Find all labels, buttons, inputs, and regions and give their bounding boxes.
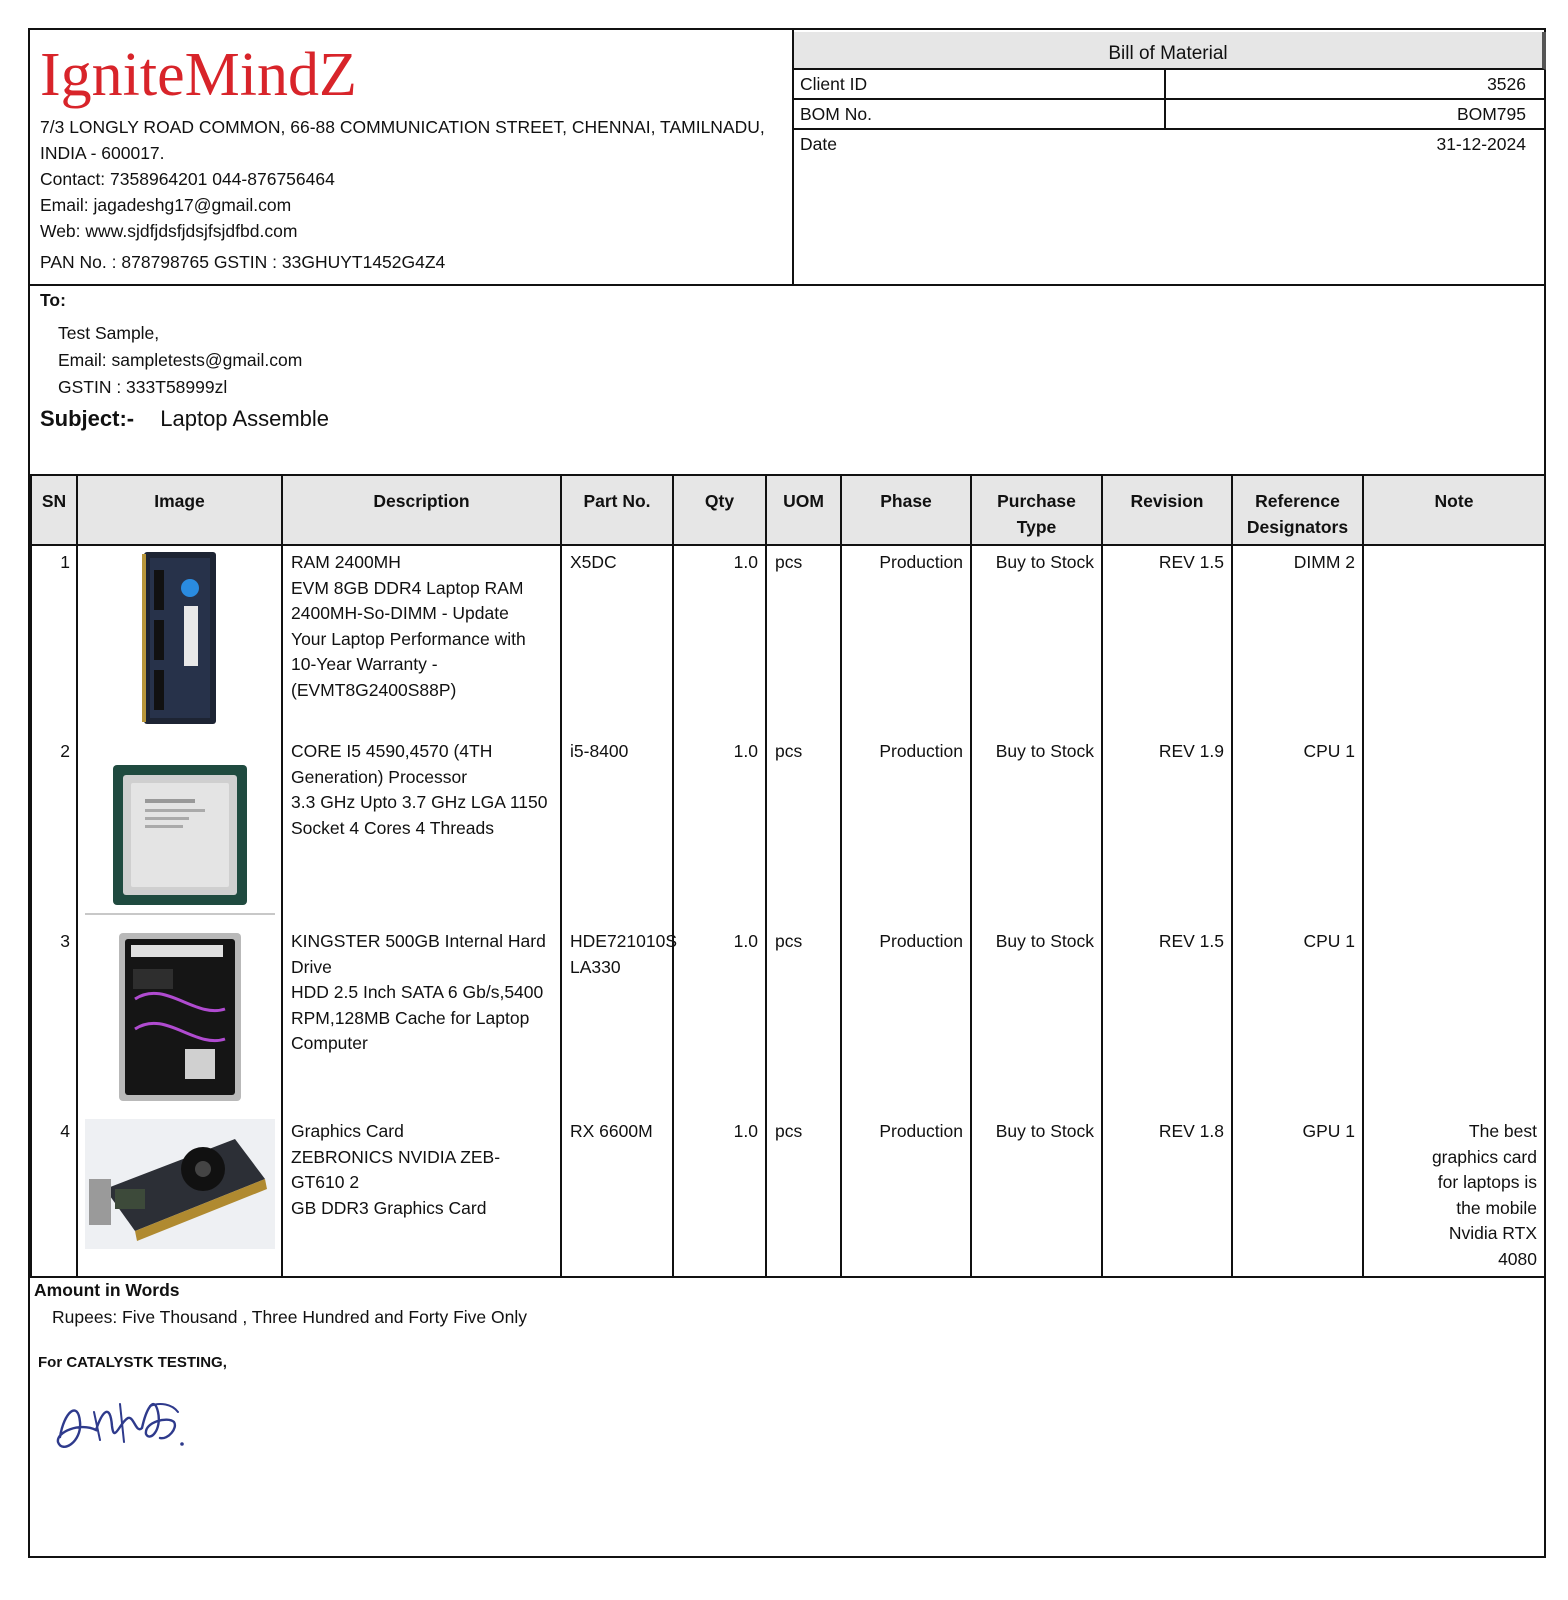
company-logo: IgniteMindZ bbox=[40, 41, 357, 109]
row-phase: Production bbox=[841, 925, 971, 1115]
recipient-block bbox=[58, 320, 302, 401]
address-line-1: 7/3 LONGLY ROAD COMMON, 66-88 COMMUNICATION STREET, CHENNAI, TAMILNADU, bbox=[40, 117, 765, 137]
row-qty: 1.0 bbox=[673, 735, 766, 925]
row-purchase-type: Buy to Stock bbox=[971, 1115, 1102, 1277]
company-contact: Contact: 7358964201 044-876756464 bbox=[40, 169, 335, 189]
table-row bbox=[31, 1115, 1545, 1277]
address-line-2: INDIA - 600017. bbox=[40, 143, 165, 163]
row-qty: 1.0 bbox=[673, 925, 766, 1115]
date-label: Date bbox=[800, 134, 837, 154]
amount-label: Amount in Words bbox=[34, 1280, 180, 1300]
row-note bbox=[1363, 735, 1545, 925]
recipient-gstin: GSTIN : 333T58999zl bbox=[58, 377, 228, 397]
row-sn: 3 bbox=[31, 925, 77, 1115]
row-part-no: i5-8400 bbox=[561, 735, 673, 925]
row-revision: REV 1.5 bbox=[1102, 545, 1232, 735]
row-image-cell bbox=[77, 545, 282, 735]
row-phase: Production bbox=[841, 1115, 971, 1277]
row-note: The best graphics card for laptops is the mobile Nvidia RTX 4080 bbox=[1363, 1115, 1545, 1277]
row-reference: CPU 1 bbox=[1232, 735, 1363, 925]
amount-value: Rupees: Five Thousand , Three Hundred and Forty Five Only bbox=[52, 1307, 528, 1327]
company-pan-gstin: PAN No. : 878798765 GSTIN : 33GHUYT1452G4Z4 bbox=[40, 252, 446, 272]
row-image-cell bbox=[77, 735, 282, 925]
graphics-card-image bbox=[85, 1119, 275, 1249]
header-phase: Phase bbox=[841, 475, 971, 545]
row-sn: 2 bbox=[31, 735, 77, 925]
cpu-processor-image bbox=[85, 739, 275, 919]
table-row bbox=[31, 545, 1545, 735]
document-header bbox=[30, 30, 1544, 286]
date-row bbox=[794, 128, 1544, 158]
ram-module-image bbox=[140, 550, 220, 726]
company-address bbox=[40, 114, 780, 244]
subject-label: Subject:- bbox=[40, 406, 135, 431]
table-header-row bbox=[31, 475, 1545, 545]
row-reference: GPU 1 bbox=[1232, 1115, 1363, 1277]
row-description: RAM 2400MH EVM 8GB DDR4 Laptop RAM 2400MH-So-DIMM - Update Your Laptop Performance with 10-Year Warranty - (EVMT8G2400S88P) bbox=[282, 545, 561, 735]
amount-in-words bbox=[34, 1280, 527, 1328]
row-phase: Production bbox=[841, 735, 971, 925]
header-qty: Qty bbox=[673, 475, 766, 545]
row-sn: 1 bbox=[31, 545, 77, 735]
header-reference-designators: Reference Designators bbox=[1232, 475, 1363, 545]
row-qty: 1.0 bbox=[673, 545, 766, 735]
bom-title: Bill of Material bbox=[794, 32, 1546, 70]
to-label: To: bbox=[40, 290, 66, 310]
row-qty: 1.0 bbox=[673, 1115, 766, 1277]
company-web: Web: www.sjdfjdsfjdsjfsjdfbd.com bbox=[40, 221, 298, 241]
bom-table bbox=[30, 474, 1546, 1278]
row-purchase-type: Buy to Stock bbox=[971, 545, 1102, 735]
row-description: Graphics Card ZEBRONICS NVIDIA ZEB-GT610 2 GB DDR3 Graphics Card bbox=[282, 1115, 561, 1277]
row-part-no: X5DC bbox=[561, 545, 673, 735]
row-sn: 4 bbox=[31, 1115, 77, 1277]
bom-document bbox=[28, 28, 1546, 1558]
row-part-no: RX 6600M bbox=[561, 1115, 673, 1277]
signatory-label: For CATALYSTK TESTING, bbox=[38, 1354, 227, 1371]
row-uom: pcs bbox=[766, 1115, 841, 1277]
row-purchase-type: Buy to Stock bbox=[971, 735, 1102, 925]
row-revision: REV 1.5 bbox=[1102, 925, 1232, 1115]
recipient-name: Test Sample, bbox=[58, 323, 160, 343]
client-id-label: Client ID bbox=[800, 74, 868, 94]
bom-no-row bbox=[794, 98, 1544, 130]
row-description: KINGSTER 500GB Internal Hard Drive HDD 2.5 Inch SATA 6 Gb/s,5400 RPM,128MB Cache for Laptop Computer bbox=[282, 925, 561, 1115]
bom-info-block bbox=[794, 30, 1544, 284]
subject-line bbox=[40, 406, 329, 432]
company-block bbox=[30, 30, 794, 284]
row-uom: pcs bbox=[766, 545, 841, 735]
row-phase: Production bbox=[841, 545, 971, 735]
row-reference: DIMM 2 bbox=[1232, 545, 1363, 735]
row-revision: REV 1.9 bbox=[1102, 735, 1232, 925]
row-uom: pcs bbox=[766, 925, 841, 1115]
table-row bbox=[31, 735, 1545, 925]
row-note bbox=[1363, 925, 1545, 1115]
bom-no-label: BOM No. bbox=[800, 104, 872, 124]
row-revision: REV 1.8 bbox=[1102, 1115, 1232, 1277]
header-purchase-type: Purchase Type bbox=[971, 475, 1102, 545]
client-id-value: 3526 bbox=[1487, 74, 1526, 94]
row-reference: CPU 1 bbox=[1232, 925, 1363, 1115]
table-row bbox=[31, 925, 1545, 1115]
row-image-cell bbox=[77, 1115, 282, 1277]
header-note: Note bbox=[1363, 475, 1545, 545]
recipient-email: Email: sampletests@gmail.com bbox=[58, 350, 303, 370]
header-uom: UOM bbox=[766, 475, 841, 545]
row-description: CORE I5 4590,4570 (4TH Generation) Processor 3.3 GHz Upto 3.7 GHz LGA 1150 Socket 4 Cores 4 Threads bbox=[282, 735, 561, 925]
row-image-cell bbox=[77, 925, 282, 1115]
row-part-no: HDE721010S LA330 bbox=[561, 925, 673, 1115]
row-uom: pcs bbox=[766, 735, 841, 925]
header-revision: Revision bbox=[1102, 475, 1232, 545]
row-purchase-type: Buy to Stock bbox=[971, 925, 1102, 1115]
header-sn: SN bbox=[31, 475, 77, 545]
handwritten-signature bbox=[50, 1382, 190, 1462]
client-id-row bbox=[794, 68, 1544, 100]
header-image: Image bbox=[77, 475, 282, 545]
subject-value: Laptop Assemble bbox=[160, 406, 330, 431]
bom-no-value: BOM795 bbox=[1456, 104, 1526, 124]
company-email: Email: jagadeshg17@gmail.com bbox=[40, 195, 292, 215]
header-part-no: Part No. bbox=[561, 475, 673, 545]
date-value: 31-12-2024 bbox=[1436, 134, 1526, 154]
header-description: Description bbox=[282, 475, 561, 545]
hard-drive-image bbox=[115, 929, 245, 1105]
row-note bbox=[1363, 545, 1545, 735]
